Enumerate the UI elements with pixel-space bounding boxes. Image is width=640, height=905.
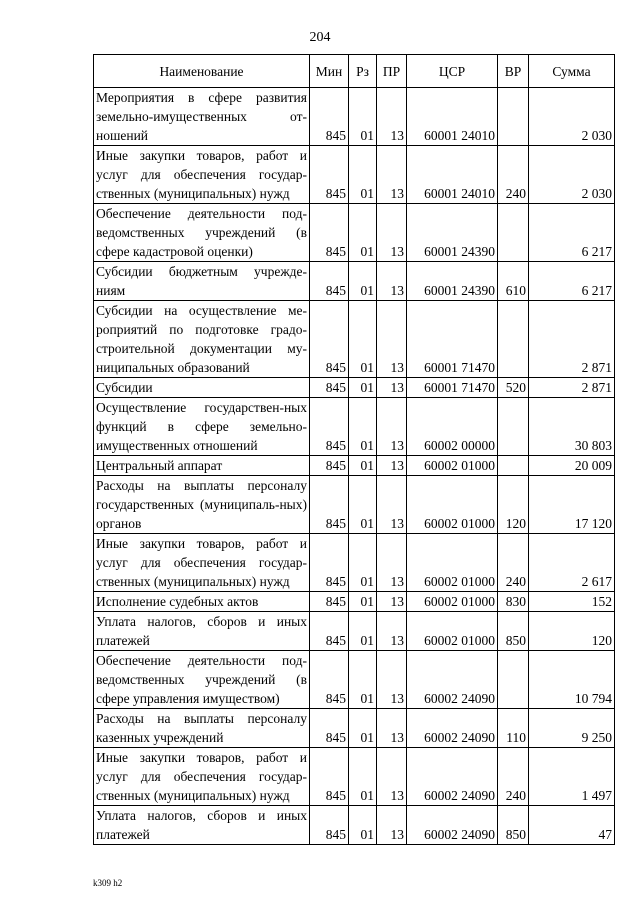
cell-rz: 01 — [349, 709, 377, 748]
cell-name: Иные закупки товаров, работ и услуг для обеспечения государ-ственных (муниципальных) нужд — [94, 748, 310, 806]
table-row — [94, 88, 615, 146]
cell-sum: 20 009 — [529, 456, 615, 476]
cell-min: 845 — [310, 476, 349, 534]
cell-min: 845 — [310, 398, 349, 456]
cell-rz: 01 — [349, 301, 377, 378]
cell-vr: 520 — [498, 378, 529, 398]
table-row — [94, 748, 615, 806]
cell-min: 845 — [310, 534, 349, 592]
cell-name: Мероприятия в сфере развития земельно-имущественных от-ношений — [94, 88, 310, 146]
cell-sum: 47 — [529, 806, 615, 845]
cell-sum: 152 — [529, 592, 615, 612]
cell-vr — [498, 88, 529, 146]
budget-table — [93, 54, 615, 845]
cell-csr: 60002 24090 — [407, 748, 498, 806]
cell-min: 845 — [310, 146, 349, 204]
cell-csr: 60001 24390 — [407, 262, 498, 301]
cell-rz: 01 — [349, 262, 377, 301]
table-row — [94, 534, 615, 592]
cell-csr: 60002 01000 — [407, 612, 498, 651]
cell-csr: 60002 24090 — [407, 651, 498, 709]
table-row — [94, 651, 615, 709]
cell-min: 845 — [310, 378, 349, 398]
cell-rz: 01 — [349, 398, 377, 456]
table-row — [94, 301, 615, 378]
cell-name: Осуществление государствен-ных функций в сфере земельно-имущественных отношений — [94, 398, 310, 456]
cell-name: Субсидии на осуществление ме-роприятий по подготовке градо-строительной документации му-ниципальных образований — [94, 301, 310, 378]
cell-sum: 2 030 — [529, 146, 615, 204]
table-header — [94, 55, 615, 88]
table-row — [94, 806, 615, 845]
cell-vr — [498, 398, 529, 456]
cell-pr: 13 — [377, 301, 407, 378]
table-row — [94, 378, 615, 398]
cell-vr — [498, 456, 529, 476]
cell-pr: 13 — [377, 651, 407, 709]
header-name: Наименование — [94, 55, 310, 88]
header-row — [94, 55, 615, 88]
cell-sum: 2 617 — [529, 534, 615, 592]
cell-min: 845 — [310, 262, 349, 301]
cell-csr: 60001 24010 — [407, 146, 498, 204]
cell-rz: 01 — [349, 612, 377, 651]
cell-rz: 01 — [349, 592, 377, 612]
cell-rz: 01 — [349, 88, 377, 146]
header-sum: Сумма — [529, 55, 615, 88]
header-pr: ПР — [377, 55, 407, 88]
cell-pr: 13 — [377, 456, 407, 476]
cell-vr: 850 — [498, 612, 529, 651]
cell-name: Исполнение судебных актов — [94, 592, 310, 612]
page-number: 204 — [309, 30, 331, 45]
cell-min: 845 — [310, 709, 349, 748]
cell-min: 845 — [310, 806, 349, 845]
cell-min: 845 — [310, 456, 349, 476]
cell-rz: 01 — [349, 456, 377, 476]
cell-pr: 13 — [377, 398, 407, 456]
cell-vr: 110 — [498, 709, 529, 748]
cell-name: Обеспечение деятельности под-ведомственных учреждений (в сфере управления имуществом) — [94, 651, 310, 709]
cell-min: 845 — [310, 651, 349, 709]
cell-csr: 60002 00000 — [407, 398, 498, 456]
cell-name: Обеспечение деятельности под-ведомственных учреждений (в сфере кадастровой оценки) — [94, 204, 310, 262]
cell-sum: 6 217 — [529, 262, 615, 301]
cell-vr: 610 — [498, 262, 529, 301]
cell-pr: 13 — [377, 146, 407, 204]
table-row — [94, 612, 615, 651]
cell-name: Уплата налогов, сборов и иных платежей — [94, 806, 310, 845]
cell-sum: 30 803 — [529, 398, 615, 456]
cell-rz: 01 — [349, 146, 377, 204]
cell-vr — [498, 651, 529, 709]
cell-vr: 830 — [498, 592, 529, 612]
cell-name: Расходы на выплаты персоналу казенных учреждений — [94, 709, 310, 748]
cell-min: 845 — [310, 748, 349, 806]
table-row — [94, 592, 615, 612]
cell-csr: 60002 01000 — [407, 476, 498, 534]
cell-pr: 13 — [377, 748, 407, 806]
cell-pr: 13 — [377, 378, 407, 398]
cell-sum: 2 871 — [529, 378, 615, 398]
cell-csr: 60001 71470 — [407, 378, 498, 398]
cell-rz: 01 — [349, 476, 377, 534]
cell-sum: 1 497 — [529, 748, 615, 806]
cell-name: Уплата налогов, сборов и иных платежей — [94, 612, 310, 651]
cell-sum: 2 030 — [529, 88, 615, 146]
table-row — [94, 709, 615, 748]
cell-vr: 240 — [498, 534, 529, 592]
cell-pr: 13 — [377, 204, 407, 262]
header-rz: Рз — [349, 55, 377, 88]
table-row — [94, 456, 615, 476]
cell-csr: 60001 24390 — [407, 204, 498, 262]
cell-rz: 01 — [349, 806, 377, 845]
cell-name: Иные закупки товаров, работ и услуг для обеспечения государ-ственных (муниципальных) нужд — [94, 146, 310, 204]
cell-pr: 13 — [377, 612, 407, 651]
cell-rz: 01 — [349, 748, 377, 806]
cell-name: Иные закупки товаров, работ и услуг для обеспечения государ-ственных (муниципальных) нужд — [94, 534, 310, 592]
footer-code: k309 h2 — [93, 878, 123, 888]
table-row — [94, 204, 615, 262]
cell-sum: 6 217 — [529, 204, 615, 262]
cell-sum: 120 — [529, 612, 615, 651]
header-vr: ВР — [498, 55, 529, 88]
cell-csr: 60002 01000 — [407, 456, 498, 476]
cell-name: Расходы на выплаты персоналу государственных (муниципаль-ных) органов — [94, 476, 310, 534]
table-body — [94, 88, 615, 845]
cell-sum: 17 120 — [529, 476, 615, 534]
header-min: Мин — [310, 55, 349, 88]
cell-vr — [498, 204, 529, 262]
cell-vr: 240 — [498, 748, 529, 806]
cell-vr: 240 — [498, 146, 529, 204]
cell-pr: 13 — [377, 534, 407, 592]
table-row — [94, 262, 615, 301]
cell-min: 845 — [310, 301, 349, 378]
cell-pr: 13 — [377, 806, 407, 845]
cell-min: 845 — [310, 612, 349, 651]
cell-name: Субсидии — [94, 378, 310, 398]
cell-rz: 01 — [349, 534, 377, 592]
cell-sum: 9 250 — [529, 709, 615, 748]
cell-min: 845 — [310, 592, 349, 612]
cell-rz: 01 — [349, 204, 377, 262]
cell-rz: 01 — [349, 378, 377, 398]
cell-csr: 60002 01000 — [407, 592, 498, 612]
cell-csr: 60001 71470 — [407, 301, 498, 378]
cell-csr: 60002 24090 — [407, 806, 498, 845]
cell-pr: 13 — [377, 262, 407, 301]
cell-csr: 60002 24090 — [407, 709, 498, 748]
cell-vr — [498, 301, 529, 378]
cell-min: 845 — [310, 88, 349, 146]
table-row — [94, 146, 615, 204]
table-row — [94, 398, 615, 456]
cell-sum: 10 794 — [529, 651, 615, 709]
cell-pr: 13 — [377, 709, 407, 748]
cell-vr: 120 — [498, 476, 529, 534]
cell-rz: 01 — [349, 651, 377, 709]
header-csr: ЦСР — [407, 55, 498, 88]
cell-min: 845 — [310, 204, 349, 262]
table-row — [94, 476, 615, 534]
cell-name: Субсидии бюджетным учрежде-ниям — [94, 262, 310, 301]
cell-pr: 13 — [377, 476, 407, 534]
cell-csr: 60002 01000 — [407, 534, 498, 592]
cell-name: Центральный аппарат — [94, 456, 310, 476]
cell-pr: 13 — [377, 592, 407, 612]
cell-csr: 60001 24010 — [407, 88, 498, 146]
cell-vr: 850 — [498, 806, 529, 845]
cell-pr: 13 — [377, 88, 407, 146]
cell-sum: 2 871 — [529, 301, 615, 378]
